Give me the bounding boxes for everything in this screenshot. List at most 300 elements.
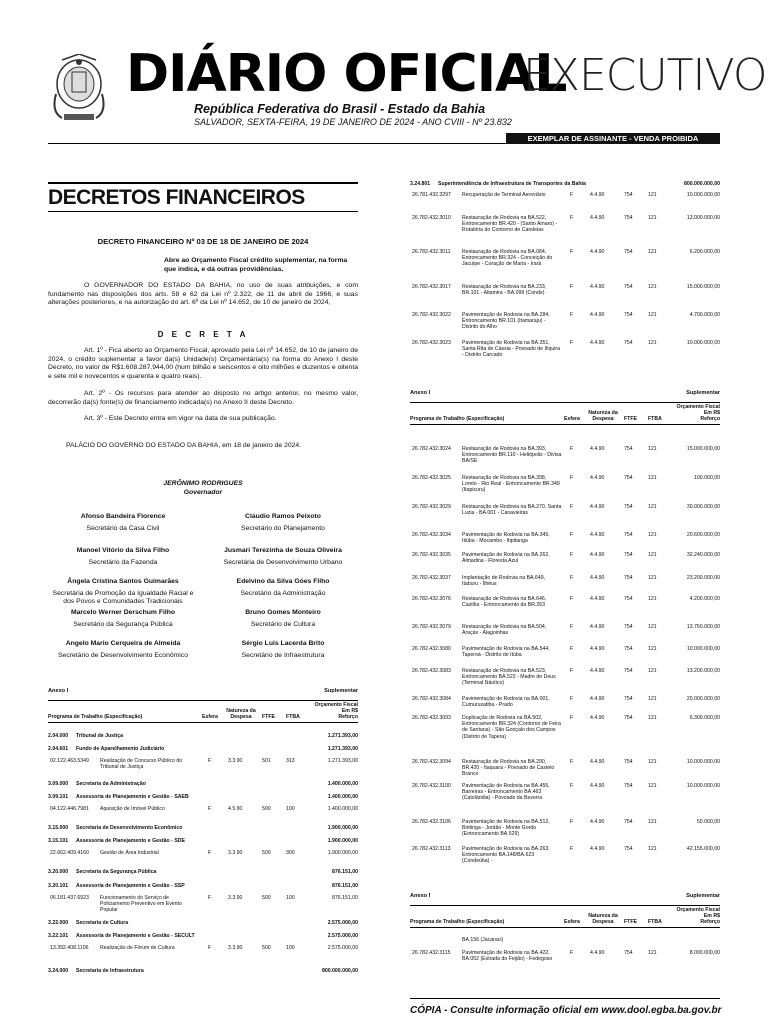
- cell-esfera: F: [570, 759, 574, 765]
- cell-code: 26.782.432.3106: [412, 819, 451, 825]
- cell-ftba: 121: [648, 575, 657, 581]
- subscriber-banner: EXEMPLAR DE ASSINANTE - VENDA PROIBIDA: [506, 133, 720, 144]
- cell-natureza: 4.4.90: [590, 192, 605, 198]
- cell-esfera: F: [570, 552, 574, 558]
- cell-value: 1.271.393,00: [327, 758, 358, 764]
- table-rule: [48, 722, 358, 723]
- cell-code: 3.15.000: [48, 825, 69, 831]
- cell-code: 26.782.432.3034: [412, 532, 451, 538]
- cell-natureza: 4.4.90: [590, 249, 605, 255]
- cell-code: 26.781.432.3297: [412, 192, 451, 198]
- newspaper-section-title: EXECUTIVO: [523, 50, 767, 101]
- cell-ftfe: 754: [624, 759, 633, 765]
- newspaper-subtitle: República Federativa do Brasil - Estado da Bahia: [194, 102, 486, 116]
- annex-label: Anexo I: [48, 688, 69, 694]
- cell-value: 10.000.000,00: [686, 646, 720, 652]
- col-programa: Programa de Trabalho (Especificação): [410, 416, 505, 422]
- cell-ftfe: 754: [624, 950, 633, 956]
- cell-esfera: F: [570, 284, 574, 290]
- signatory-role: Secretário de Infraestrutura: [241, 651, 325, 659]
- cell-esfera: F: [570, 624, 574, 630]
- cell-code: 26.782.432.3029: [412, 504, 451, 510]
- cell-code: 26.782.432.3093: [412, 715, 451, 721]
- signatory-role: Secretário da Administração: [240, 589, 326, 597]
- cell-value: 13.200.000,00: [686, 668, 720, 674]
- annex-table-right-mid: [410, 390, 720, 880]
- annex-label: Anexo I: [410, 893, 431, 899]
- cell-value: 15.000.000,00: [686, 284, 720, 290]
- cell-natureza: 3.3.90: [228, 895, 243, 901]
- cell-desc: Funcionamento do Serviço de Policiamento Preventivo em Evento Popular: [100, 895, 182, 914]
- cell-natureza: 4.4.90: [590, 646, 605, 652]
- cell-desc: Restauração de Rodovia na BA.398, Loreto - Rio Real - Entroncamento BR.349 (Itapicuru): [462, 475, 560, 494]
- cell-value: 15.000.000,00: [686, 446, 720, 452]
- decreta-heading: D E C R E T A: [157, 330, 249, 339]
- cell-desc: Pavimentação de Rodovia na BA.284, Entroncamento BR.101 (Itamaraju) - Distrito do Alho: [462, 312, 550, 331]
- dateline: SALVADOR, SEXTA-FEIRA, 19 DE JANEIRO DE 2024 - ANO CVIII - Nº 23.832: [194, 117, 512, 127]
- cell-esfera: F: [208, 850, 212, 856]
- cell-ftba: 121: [648, 504, 657, 510]
- cell-ftfe: 754: [624, 215, 633, 221]
- signatory-role: Secretário da Fazenda: [88, 558, 158, 566]
- cell-desc: Restauração de Rodovia na BA.522, Entroncamento BR.420 - (Santo Amaro) - Rotatória do Contorno de Candeias: [462, 215, 558, 234]
- cell-value: 1.400.000,00: [327, 806, 358, 812]
- cell-ftba: 121: [648, 552, 657, 558]
- signatory-role: Secretário da Casa Civil: [86, 524, 160, 532]
- cell-value: 8.000.000,00: [689, 950, 720, 956]
- col-ftfe: FTFE: [262, 714, 275, 720]
- signatory-name: Jusmari Terezinha de Souza Oliveira: [224, 547, 342, 554]
- cell-natureza: 4.4.90: [590, 596, 605, 602]
- cell-ftba: 121: [648, 715, 657, 721]
- cell-natureza: 4.4.90: [590, 668, 605, 674]
- cell-code: 2.04.000: [48, 733, 69, 739]
- cell-ftfe: 500: [262, 806, 271, 812]
- cell-code: 26.782.432.3100: [412, 783, 451, 789]
- cell-esfera: F: [570, 475, 574, 481]
- cell-natureza: 4.4.90: [590, 819, 605, 825]
- signature-block: [208, 640, 358, 660]
- cell-desc: Aquisição de Imóvel Público: [100, 806, 165, 812]
- cell-code: 26.782.432.3023: [412, 340, 451, 346]
- table-rule: [410, 927, 720, 928]
- cell-ftba: 121: [648, 532, 657, 538]
- cell-desc: Pavimentação de Rodovia na BA.345, Itiúba - Mocambo - Itipitanga: [462, 532, 550, 545]
- signatory-name: Marcelo Werner Derschum Filho: [70, 609, 176, 616]
- signatory-name: Manoel Vitório da Silva Filho: [76, 547, 170, 554]
- cell-code: 26.782.432.3010: [412, 215, 451, 221]
- col-ftba: FTBA: [648, 416, 662, 422]
- cell-code: 3.22.000: [48, 920, 69, 926]
- cell-desc: Fundo de Aparelhamento Judiciário: [76, 746, 165, 752]
- cell-ftba: 121: [648, 819, 657, 825]
- cell-ftfe: 754: [624, 446, 633, 452]
- cell-desc: Restauração de Rodovia na BA.233, BR.101 - Altamira - BA.099 (Conde): [462, 284, 547, 297]
- cell-desc: Implantação de Rodovia na BA.649, Itaburu - Ilhéus: [462, 575, 546, 588]
- cell-value: 6.200.000,00: [689, 249, 720, 255]
- suplementar-label: Suplementar: [686, 390, 720, 396]
- cell-ftfe: 754: [624, 312, 633, 318]
- cell-natureza: 4.4.90: [590, 284, 605, 290]
- table-rule: [410, 402, 720, 403]
- cell-value: 2.575.000,00: [327, 933, 358, 939]
- cell-ftfe: 754: [624, 475, 633, 481]
- signature-block: [208, 578, 358, 598]
- cell-ftfe: 754: [624, 340, 633, 346]
- cell-code: 26.782.432.3025: [412, 475, 451, 481]
- cell-desc: Assessoria de Planejamento e Gestão - SDE: [76, 838, 185, 844]
- annex-table-right-bottom: [410, 893, 720, 983]
- decree-preamble: O GOVERNADOR DO ESTADO DA BAHIA, no uso de suas atribuições, e com fundamento nas disposições dos arts. 58 e 62 da Lei nº 2.322, de 11 de abril de 1966, e suas alterações posteriores, e na autorização do art. 6º da Lei nº 14.652, de 10 de janeiro de 2024,: [48, 282, 358, 307]
- cell-natureza: 4.4.90: [590, 215, 605, 221]
- cell-code: 26.782.432.3037: [412, 575, 451, 581]
- cell-desc: Pavimentação de Rodovia na BA.263, Entroncamento BA.148/BA.623 (Condeúba) -: [462, 846, 550, 865]
- cell-value: 100.000,00: [694, 475, 720, 481]
- col-programa: Programa de Trabalho (Especificação): [410, 919, 505, 925]
- section-title: DECRETOS FINANCEIROS: [48, 186, 305, 209]
- cell-desc: Secretaria de Desenvolvimento Econômico: [76, 825, 183, 831]
- col-esfera: Esfera: [564, 919, 580, 925]
- cell-ftfe: 754: [624, 783, 633, 789]
- cell-code: 22.662.409.4160: [50, 850, 89, 856]
- cell-ftfe: 754: [624, 249, 633, 255]
- cell-esfera: F: [570, 340, 574, 346]
- cell-desc: Pavimentação de Rodovia na BA.001, Cumuruxatiba - Prado: [462, 696, 550, 709]
- signatory-name: Ângela Cristina Santos Guimarães: [67, 578, 179, 585]
- cell-value: 10.000.000,00: [686, 759, 720, 765]
- cell-ftba: 121: [648, 783, 657, 789]
- cell-esfera: F: [570, 249, 574, 255]
- col-ftfe: FTFE: [624, 416, 637, 422]
- cell-esfera: F: [208, 945, 212, 951]
- section-rule-bottom: [48, 211, 358, 212]
- cell-ftba: 121: [648, 950, 657, 956]
- cell-ftfe: 501: [262, 758, 271, 764]
- signatory-name: Bruno Gomes Monteiro: [245, 609, 321, 616]
- signatory-name: Cláudio Ramos Peixoto: [245, 513, 321, 520]
- cell-natureza: 4.4.90: [590, 552, 605, 558]
- cell-desc: Restauração de Rodovia na BA.393, Entroncamento BR.110 - Heliópolis - Divisa BA/SE: [462, 446, 562, 465]
- cell-esfera: F: [570, 819, 574, 825]
- col-valor: Em R$ Reforço: [700, 913, 720, 925]
- signatory-role: Secretária de Promoção da Igualdade Racial e dos Povos e Comunidades Tradicionais: [52, 589, 194, 606]
- signature-block: [48, 609, 198, 629]
- governor-role: Governador: [183, 489, 223, 496]
- col-ftba: FTBA: [286, 714, 300, 720]
- signature-block: [48, 640, 198, 660]
- orcamento-label: Orçamento Fiscal: [676, 907, 720, 913]
- cell-esfera: F: [570, 950, 574, 956]
- col-natureza: Natureza da Despesa: [588, 410, 618, 422]
- cell-desc: Pavimentação de Rodovia na BA.544, Taperoá - Distrito de Itúba: [462, 646, 550, 659]
- cell-ftfe: 500: [262, 895, 271, 901]
- cell-value: 876.151,00: [332, 883, 358, 889]
- cell-esfera: F: [570, 532, 574, 538]
- cell-desc: BA.156 (Jacaraci): [462, 937, 504, 943]
- signature-block: [208, 513, 358, 533]
- cell-value: 6.300.000,00: [689, 715, 720, 721]
- cell-ftfe: 500: [262, 945, 271, 951]
- orcamento-label: Orçamento Fiscal: [676, 404, 720, 410]
- cell-ftba: 121: [648, 249, 657, 255]
- cell-esfera: F: [570, 504, 574, 510]
- cell-desc: Pavimentação de Rodovia na BA.422, BA.052 (Estrada do Feijão) - Fedegoso: [462, 950, 553, 963]
- decree-ementa: Abre ao Orçamento Fiscal crédito suplementar, na forma que indica, e dá outras providências.: [164, 257, 348, 273]
- cell-ftba: 121: [648, 192, 657, 198]
- cell-desc: Realização de Concurso Público do Tribunal de Justiça: [100, 758, 183, 771]
- cell-code: 26.782.432.3080: [412, 646, 451, 652]
- cell-code: 02.122.463.5349: [50, 758, 89, 764]
- cell-value: 13.750.000,00: [686, 624, 720, 630]
- cell-desc: Duplicação de Rodovia na BA.502, Entroncamento BR.324 (Contorno de Feira de Santana) - São Gonçalo dos Campos (Distrito de Tapera): [462, 715, 561, 740]
- cell-code: 3.09.000: [48, 781, 69, 787]
- signatory-role: Secretário da Segurança Pública: [73, 620, 173, 628]
- cell-ftfe: 500: [262, 850, 271, 856]
- cell-desc: Restauração de Rodovia na BA.270, Santa Luzia - BA.001 - Canavieiras: [462, 504, 562, 517]
- cell-ftfe: 754: [624, 575, 633, 581]
- cell-code: 26.782.432.3035: [412, 552, 451, 558]
- cell-esfera: F: [570, 783, 574, 789]
- cell-ftba: 121: [648, 624, 657, 630]
- cell-esfera: F: [208, 895, 212, 901]
- palace-dateline: PALÁCIO DO GOVERNO DO ESTADO DA BAHIA, em 18 de janeiro de 2024.: [66, 442, 302, 449]
- signatory-name: Sérgio Luis Lacerda Brito: [241, 640, 325, 647]
- cell-code: 26.782.432.3017: [412, 284, 451, 290]
- cell-esfera: F: [570, 715, 574, 721]
- decree-title: DECRETO FINANCEIRO Nº 03 DE 18 DE JANEIRO DE 2024: [97, 237, 309, 246]
- cell-value: 10.000.000,00: [686, 340, 720, 346]
- cell-code: 3.24.801: [410, 181, 431, 187]
- cell-desc: Realização de Fórum de Cultura: [100, 945, 175, 951]
- annex-label: Anexo I: [410, 390, 431, 396]
- cell-value: 4.200.000,00: [689, 596, 720, 602]
- cell-code: 3.24.000: [48, 968, 69, 974]
- col-esfera: Esfera: [564, 416, 580, 422]
- state-coat-of-arms-icon: [48, 54, 110, 126]
- suplementar-label: Suplementar: [324, 688, 358, 694]
- footer-rule: [410, 998, 720, 999]
- cell-desc: Secretaria da Segurança Pública: [76, 869, 157, 875]
- article-1: Art. 1º - Fica aberto ao Orçamento Fiscal, aprovado pela Lei nº 14.652, de 10 de janeiro de 2024, o crédito suplementar a favor da(s) Unidade(s) Orçamentária(s) na forma do Anexo I deste Decreto, no valor de R$1.608.287.944,00 (hum bilhão e seiscentos e oito milhões e duzentos e oitenta e sete mil e novecentos e quarenta e quatro reais).: [48, 347, 358, 380]
- cell-natureza: 4.4.90: [590, 715, 605, 721]
- cell-ftba: 121: [648, 668, 657, 674]
- table-rule: [48, 700, 358, 701]
- cell-code: 26.782.432.3115: [412, 950, 451, 956]
- cell-desc: Superintendência de Infraestrutura de Transportes da Bahia: [438, 181, 586, 187]
- cell-value: 10.000.000,00: [686, 192, 720, 198]
- cell-ftfe: 754: [624, 819, 633, 825]
- suplementar-label: Suplementar: [686, 893, 720, 899]
- cell-desc: Pavimentação de Rodovia na BA.262, Almadina - Floresta Azul: [462, 552, 550, 565]
- cell-natureza: 4.4.90: [590, 340, 605, 346]
- cell-ftfe: 754: [624, 284, 633, 290]
- cell-code: 06.181.437.6923: [50, 895, 89, 901]
- cell-ftba: 121: [648, 596, 657, 602]
- cell-desc: Restauração de Rodovia na BA.646, Castília - Entroncamento da BR.263: [462, 596, 547, 609]
- cell-value: 1.900.000,00: [327, 825, 358, 831]
- cell-code: 26.782.432.3022: [412, 312, 451, 318]
- cell-natureza: 4.4.90: [590, 446, 605, 452]
- cell-ftba: 100: [286, 945, 295, 951]
- cell-desc: Restauração de Rodovia na BA.523, Entroncamento BA.522 - Madre de Deus (Terminal Náutico): [462, 668, 556, 687]
- article-3: Art. 3º - Este Decreto entra em vigor na data de sua publicação.: [84, 415, 277, 422]
- signature-block: [48, 513, 198, 533]
- cell-natureza: 4.4.90: [590, 475, 605, 481]
- cell-ftba: 121: [648, 696, 657, 702]
- section-rule-top: [48, 182, 358, 184]
- cell-desc: Pavimentação de Rodovia na BA.455, Barreiras - Entroncamento BA.463 (Catolândia) - Povoado da Bezerra: [462, 783, 550, 802]
- signatory-name: Edelvino da Silva Góes Filho: [236, 578, 330, 585]
- cell-desc: Gestão de Área Industrial: [100, 850, 159, 856]
- cell-value: 23.200.000,00: [686, 575, 720, 581]
- cell-ftba: 100: [286, 895, 295, 901]
- signature-block: [208, 547, 358, 567]
- cell-esfera: F: [570, 192, 574, 198]
- cell-desc: Tribunal de Justiça: [76, 733, 123, 739]
- col-natureza: Natureza da Despesa: [226, 708, 256, 720]
- cell-esfera: F: [570, 668, 574, 674]
- cell-code: 26.782.432.3083: [412, 668, 451, 674]
- footer-copy-notice: CÓPIA - Consulte informação oficial em www.dool.egba.ba.gov.br: [410, 1005, 722, 1016]
- cell-value: 20.000.000,00: [686, 696, 720, 702]
- cell-ftba: 121: [648, 646, 657, 652]
- cell-code: 04.122.446.7981: [50, 806, 89, 812]
- cell-value: 1.900.000,00: [327, 838, 358, 844]
- cell-code: 26.782.432.3079: [412, 624, 451, 630]
- cell-desc: Secretaria de Infraestrutura: [76, 968, 144, 974]
- cell-natureza: 4.4.90: [590, 950, 605, 956]
- newspaper-title: DIÁRIO OFICIAL: [126, 44, 567, 104]
- cell-desc: Assessoria de Planejamento e Gestão - SSP: [76, 883, 185, 889]
- governor-name: JERÔNIMO RODRIGUES: [163, 480, 243, 487]
- table-rule: [410, 905, 720, 906]
- cell-value: 800.000.000,00: [321, 968, 358, 974]
- cell-ftba: 100: [286, 806, 295, 812]
- cell-code: 3.09.101: [48, 794, 69, 800]
- cell-code: 3.20.000: [48, 869, 69, 875]
- cell-natureza: 4.4.90: [590, 504, 605, 510]
- cell-esfera: F: [570, 215, 574, 221]
- cell-natureza: 3.3.90: [228, 850, 243, 856]
- cell-ftfe: 754: [624, 668, 633, 674]
- cell-value: 32.240.000,00: [686, 552, 720, 558]
- cell-code: 26.782.432.3024: [412, 446, 451, 452]
- cell-natureza: 4.4.90: [590, 575, 605, 581]
- cell-desc: Pavimentação de Rodovia na BA.512, Biritinga - Jordão - Monte Gordo (Entroncamento BA.529): [462, 819, 550, 838]
- cell-value: 42.155.000,00: [686, 846, 720, 852]
- cell-desc: Restauração de Rodovia na BA.504, Araçás - Alagoinhas: [462, 624, 547, 637]
- cell-esfera: F: [570, 575, 574, 581]
- col-ftfe: FTFE: [624, 919, 637, 925]
- cell-code: 2.04.601: [48, 746, 69, 752]
- cell-code: 3.22.101: [48, 933, 69, 939]
- signatory-role: Secretário do Planejamento: [241, 524, 325, 532]
- cell-value: 13.000.000,00: [686, 215, 720, 221]
- cell-esfera: F: [570, 646, 574, 652]
- cell-esfera: F: [208, 806, 212, 812]
- cell-code: 3.15.101: [48, 838, 69, 844]
- cell-ftfe: 754: [624, 715, 633, 721]
- cell-value: 20.600.000,00: [686, 532, 720, 538]
- cell-value: 2.575.000,00: [327, 920, 358, 926]
- cell-ftba: 121: [648, 340, 657, 346]
- cell-value: 1.271.393,00: [327, 746, 358, 752]
- cell-esfera: F: [570, 596, 574, 602]
- col-natureza: Natureza da Despesa: [588, 913, 618, 925]
- cell-ftfe: 754: [624, 504, 633, 510]
- signatory-role: Secretário de Cultura: [250, 620, 316, 628]
- cell-code: 26.782.432.3076: [412, 596, 451, 602]
- col-valor: Em R$ Reforço: [338, 708, 358, 720]
- cell-value: 4.700.000,00: [689, 312, 720, 318]
- cell-value: 1.900.000,00: [327, 850, 358, 856]
- cell-desc: Restauração de Rodovia na BA.084, Entroncamento BR.324 - Conceição do Jacuípe - Coração de Maria - Irará: [462, 249, 553, 268]
- signature-block: [48, 578, 198, 607]
- cell-code: 26.782.432.3094: [412, 759, 451, 765]
- cell-desc: Assessoria de Planejamento e Gestão - SECULT: [76, 933, 195, 939]
- cell-esfera: F: [570, 696, 574, 702]
- cell-code: 26.782.432.3113: [412, 846, 451, 852]
- cell-ftfe: 754: [624, 846, 633, 852]
- col-ftba: FTBA: [648, 919, 662, 925]
- cell-value: 1.400.000,00: [327, 781, 358, 787]
- cell-desc: Assessoria de Planejamento e Gestão - SAEB: [76, 794, 189, 800]
- cell-code: 3.20.101: [48, 883, 69, 889]
- cell-natureza: 3.3.90: [228, 945, 243, 951]
- cell-esfera: F: [570, 446, 574, 452]
- cell-ftfe: 754: [624, 646, 633, 652]
- cell-value: 50.000,00: [696, 819, 720, 825]
- cell-value: 876.151,00: [332, 869, 358, 875]
- cell-value: 876.151,00: [332, 895, 358, 901]
- cell-desc: Secretaria de Cultura: [76, 920, 129, 926]
- cell-ftba: 121: [648, 284, 657, 290]
- col-programa: Programa de Trabalho (Especificação): [48, 714, 143, 720]
- cell-value: 1.400.000,00: [327, 794, 358, 800]
- cell-esfera: F: [570, 312, 574, 318]
- signatory-role: Secretário de Desenvolvimento Econômico: [58, 651, 188, 659]
- orcamento-label: Orçamento Fiscal: [314, 702, 358, 708]
- cell-code: 13.392.408.1106: [50, 945, 89, 951]
- cell-natureza: 4.4.90: [590, 783, 605, 789]
- cell-natureza: 4.4.90: [590, 846, 605, 852]
- cell-code: 26.782.432.3011: [412, 249, 451, 255]
- cell-ftfe: 754: [624, 532, 633, 538]
- cell-esfera: F: [208, 758, 212, 764]
- cell-natureza: 4.4.90: [590, 696, 605, 702]
- cell-value: 10.000.000,00: [686, 783, 720, 789]
- cell-ftba: 121: [648, 759, 657, 765]
- cell-desc: Recuperação de Terminal Aeroviário: [462, 192, 546, 198]
- cell-natureza: 4.4.90: [590, 312, 605, 318]
- col-esfera: Esfera: [202, 714, 218, 720]
- cell-ftba: 121: [648, 312, 657, 318]
- annex-table-right-top: [410, 181, 720, 371]
- cell-code: 26.782.432.3084: [412, 696, 451, 702]
- cell-desc: Secretaria da Administração: [76, 781, 146, 787]
- cell-ftfe: 754: [624, 596, 633, 602]
- cell-ftfe: 754: [624, 696, 633, 702]
- col-valor: Em R$ Reforço: [700, 410, 720, 422]
- cell-natureza: 4.4.90: [590, 759, 605, 765]
- annex-table-left: [48, 688, 358, 978]
- cell-natureza: 3.3.90: [228, 758, 243, 764]
- signature-block: [48, 547, 198, 567]
- cell-value: 2.575.000,00: [327, 945, 358, 951]
- cell-value: 800.000.000,00: [683, 181, 720, 187]
- signatory-role: Secretária de Desenvolvimento Urbano: [223, 558, 343, 566]
- signatory-name: Afonso Bandeira Florence: [80, 513, 166, 520]
